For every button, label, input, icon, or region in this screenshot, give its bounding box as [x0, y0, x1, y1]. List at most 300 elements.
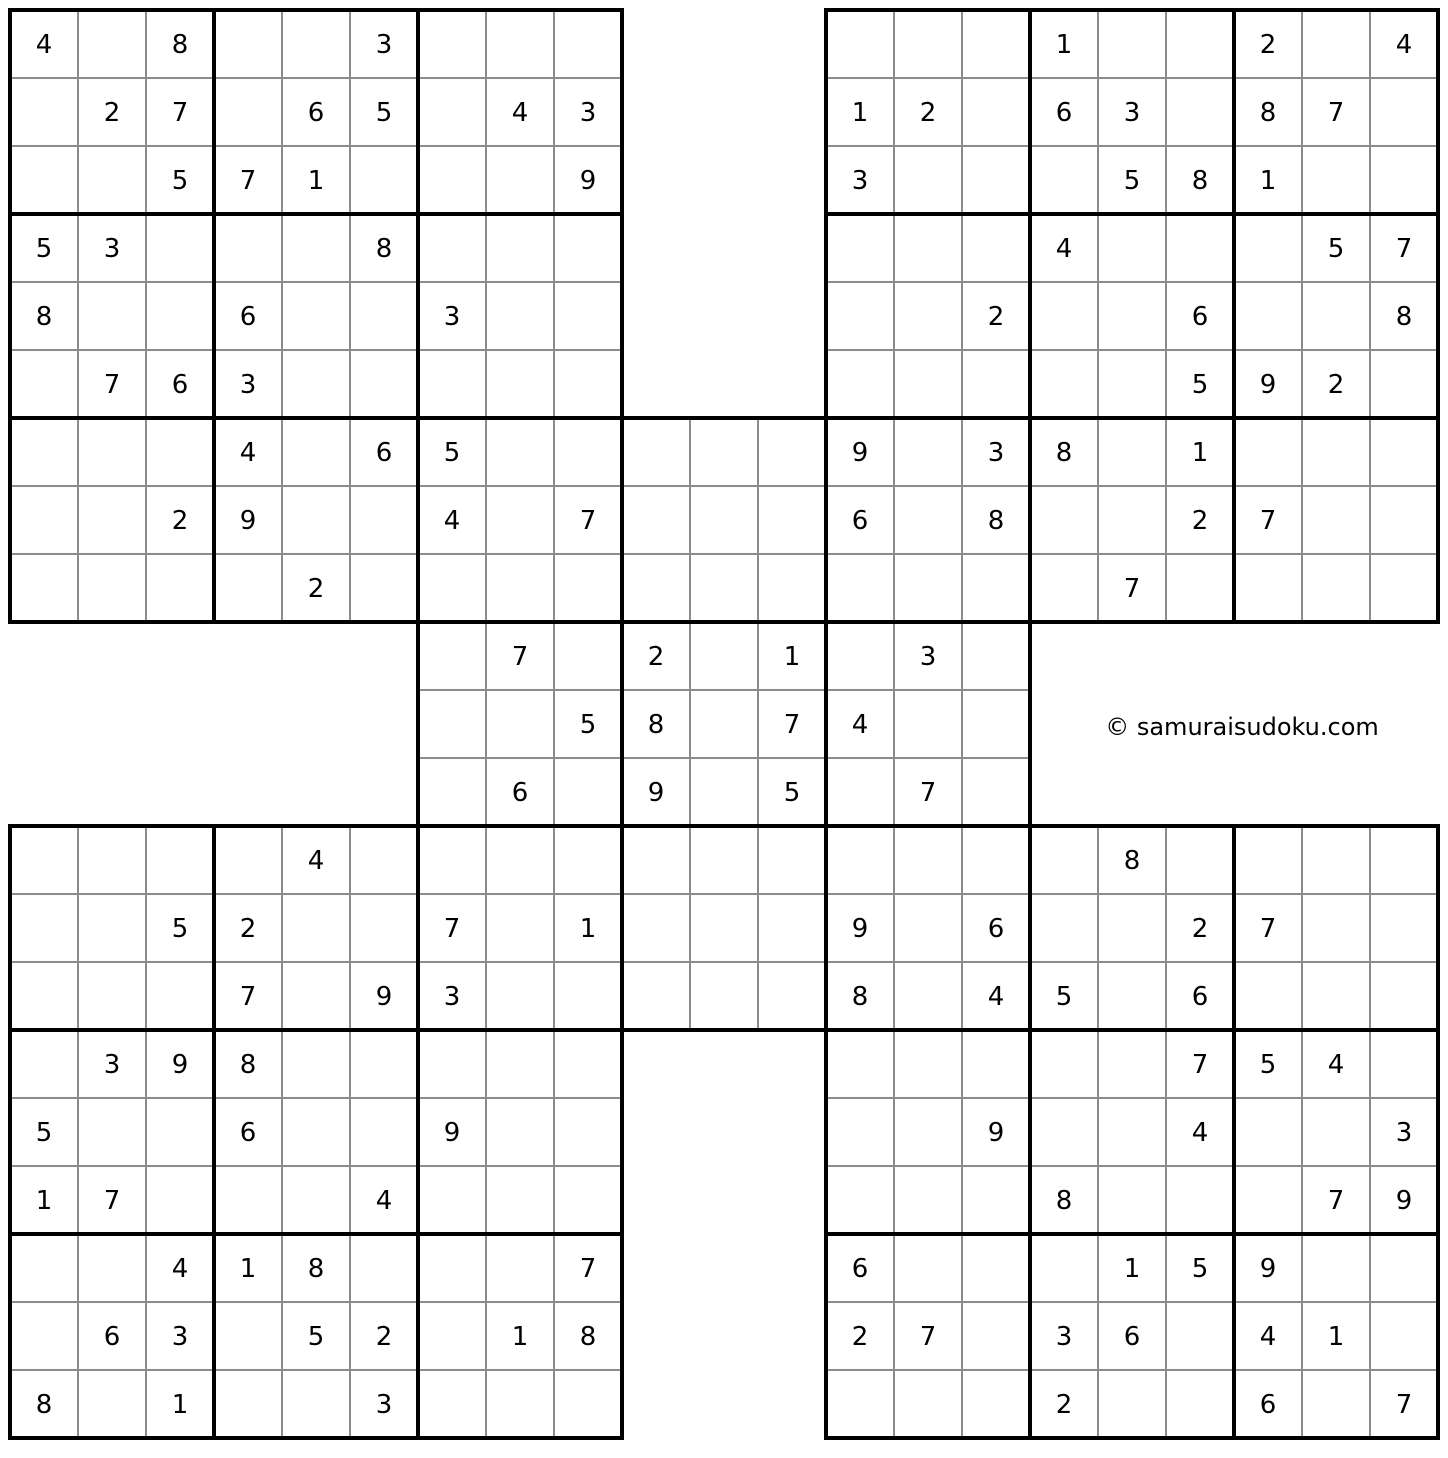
- cell[interactable]: [622, 418, 690, 486]
- cell[interactable]: [10, 1030, 78, 1098]
- cell[interactable]: [214, 554, 282, 622]
- cell[interactable]: [554, 826, 622, 894]
- given-digit: 5: [375, 98, 393, 128]
- cell[interactable]: [554, 1030, 622, 1098]
- cell[interactable]: [214, 10, 282, 78]
- cell[interactable]: [214, 1166, 282, 1234]
- given-digit: 3: [375, 1390, 393, 1420]
- cell[interactable]: [78, 1234, 146, 1302]
- given-digit: 8: [307, 1254, 325, 1284]
- cell[interactable]: [486, 214, 554, 282]
- cell[interactable]: [1030, 554, 1098, 622]
- cell[interactable]: [1302, 554, 1370, 622]
- cell[interactable]: [486, 962, 554, 1030]
- cell[interactable]: [350, 1030, 418, 1098]
- cell[interactable]: [894, 554, 962, 622]
- given-digit: 2: [171, 506, 189, 536]
- cell[interactable]: [78, 418, 146, 486]
- cell[interactable]: [78, 1098, 146, 1166]
- cell[interactable]: [554, 554, 622, 622]
- given-digit: 9: [1395, 1186, 1413, 1216]
- given-digit: 3: [171, 1322, 189, 1352]
- cell[interactable]: [554, 1098, 622, 1166]
- cell[interactable]: [962, 146, 1030, 214]
- cell[interactable]: [894, 1234, 962, 1302]
- cell[interactable]: [690, 826, 758, 894]
- given-digit: 6: [851, 506, 869, 536]
- given-digit: 3: [103, 1050, 121, 1080]
- cell[interactable]: [78, 894, 146, 962]
- cell[interactable]: [1370, 554, 1438, 622]
- given-digit: 7: [511, 642, 529, 672]
- cell[interactable]: [1370, 1234, 1438, 1302]
- cell[interactable]: [10, 418, 78, 486]
- cell[interactable]: [214, 1370, 282, 1438]
- cell[interactable]: [10, 146, 78, 214]
- cell[interactable]: [1370, 894, 1438, 962]
- cell[interactable]: [10, 1234, 78, 1302]
- cell[interactable]: [282, 282, 350, 350]
- cell[interactable]: [894, 962, 962, 1030]
- cell[interactable]: [826, 1030, 894, 1098]
- cell[interactable]: [554, 10, 622, 78]
- given-digit: 8: [1259, 98, 1277, 128]
- cell[interactable]: [1030, 350, 1098, 418]
- cell[interactable]: [894, 10, 962, 78]
- cell[interactable]: [962, 1234, 1030, 1302]
- cell[interactable]: [1234, 1098, 1302, 1166]
- cell[interactable]: [486, 350, 554, 418]
- given-digit: 4: [1191, 1118, 1209, 1148]
- cell[interactable]: [350, 1098, 418, 1166]
- cell[interactable]: [486, 146, 554, 214]
- cell[interactable]: [962, 554, 1030, 622]
- cell[interactable]: [486, 10, 554, 78]
- cell[interactable]: [10, 78, 78, 146]
- cell[interactable]: [1166, 554, 1234, 622]
- cell[interactable]: [1098, 282, 1166, 350]
- cell[interactable]: [1166, 1166, 1234, 1234]
- cell[interactable]: [350, 350, 418, 418]
- given-digit: 7: [443, 914, 461, 944]
- given-digit: 9: [375, 982, 393, 1012]
- cell[interactable]: [1030, 146, 1098, 214]
- cell[interactable]: [350, 486, 418, 554]
- cell[interactable]: [146, 1166, 214, 1234]
- cell[interactable]: [350, 1234, 418, 1302]
- given-digit: 2: [239, 914, 257, 944]
- cell[interactable]: [1302, 146, 1370, 214]
- cell[interactable]: [418, 1030, 486, 1098]
- given-digit: 7: [1123, 574, 1141, 604]
- cell[interactable]: [10, 826, 78, 894]
- cell[interactable]: [1302, 1098, 1370, 1166]
- cell[interactable]: [894, 282, 962, 350]
- cell[interactable]: [1098, 1370, 1166, 1438]
- cell[interactable]: [486, 1098, 554, 1166]
- cell[interactable]: [1302, 1234, 1370, 1302]
- cell[interactable]: [826, 554, 894, 622]
- cell[interactable]: [622, 826, 690, 894]
- cell[interactable]: [486, 486, 554, 554]
- given-digit: 6: [239, 302, 257, 332]
- cell[interactable]: [1098, 962, 1166, 1030]
- cell[interactable]: [486, 554, 554, 622]
- given-digit: 9: [851, 438, 869, 468]
- cell[interactable]: [146, 962, 214, 1030]
- copyright-credit: © samuraisudoku.com: [1105, 713, 1379, 741]
- cell[interactable]: [486, 826, 554, 894]
- cell[interactable]: [418, 554, 486, 622]
- cell[interactable]: [418, 1302, 486, 1370]
- cell[interactable]: [1098, 1098, 1166, 1166]
- cell[interactable]: [690, 554, 758, 622]
- cell[interactable]: [554, 1166, 622, 1234]
- given-digit: 3: [443, 302, 461, 332]
- given-digit: 7: [1259, 506, 1277, 536]
- cell[interactable]: [1098, 350, 1166, 418]
- cell[interactable]: [350, 282, 418, 350]
- cell[interactable]: [486, 1166, 554, 1234]
- cell[interactable]: [758, 826, 826, 894]
- given-digit: 1: [511, 1322, 529, 1352]
- cell[interactable]: [1030, 1098, 1098, 1166]
- cell[interactable]: [690, 622, 758, 690]
- cell[interactable]: [418, 214, 486, 282]
- cell[interactable]: [78, 486, 146, 554]
- cell[interactable]: [418, 1166, 486, 1234]
- given-digit: 7: [1259, 914, 1277, 944]
- cell[interactable]: [282, 214, 350, 282]
- given-digit: 5: [783, 778, 801, 808]
- cell[interactable]: [1370, 146, 1438, 214]
- cell[interactable]: [894, 690, 962, 758]
- cell[interactable]: [1370, 1030, 1438, 1098]
- given-digit: 1: [35, 1186, 53, 1216]
- cell[interactable]: [418, 758, 486, 826]
- cell[interactable]: [1302, 962, 1370, 1030]
- cell[interactable]: [554, 962, 622, 1030]
- cell[interactable]: [622, 554, 690, 622]
- given-digit: 2: [919, 98, 937, 128]
- given-digit: 8: [1395, 302, 1413, 332]
- given-digit: 2: [307, 574, 325, 604]
- cell[interactable]: [758, 418, 826, 486]
- cell[interactable]: [622, 962, 690, 1030]
- cell[interactable]: [554, 214, 622, 282]
- cell[interactable]: [486, 1370, 554, 1438]
- cell[interactable]: [554, 282, 622, 350]
- cell[interactable]: [1098, 214, 1166, 282]
- cell[interactable]: [486, 1030, 554, 1098]
- cell[interactable]: [418, 622, 486, 690]
- cell[interactable]: [1030, 1234, 1098, 1302]
- given-digit: 4: [239, 438, 257, 468]
- cell[interactable]: [1098, 1030, 1166, 1098]
- cell[interactable]: [1098, 486, 1166, 554]
- cell[interactable]: [10, 350, 78, 418]
- cell[interactable]: [962, 350, 1030, 418]
- given-digit: 5: [35, 234, 53, 264]
- cell[interactable]: [1234, 826, 1302, 894]
- cell[interactable]: [78, 826, 146, 894]
- cell[interactable]: [690, 690, 758, 758]
- cell[interactable]: [10, 962, 78, 1030]
- cell[interactable]: [1302, 826, 1370, 894]
- cell[interactable]: [1370, 350, 1438, 418]
- cell[interactable]: [962, 214, 1030, 282]
- given-digit: 8: [1191, 166, 1209, 196]
- cell[interactable]: [1098, 418, 1166, 486]
- cell[interactable]: [1370, 1302, 1438, 1370]
- cell[interactable]: [486, 282, 554, 350]
- given-digit: 1: [1327, 1322, 1345, 1352]
- cell[interactable]: [1166, 214, 1234, 282]
- cell[interactable]: [282, 1098, 350, 1166]
- cell[interactable]: [10, 554, 78, 622]
- cell[interactable]: [282, 1370, 350, 1438]
- cell[interactable]: [690, 962, 758, 1030]
- cell[interactable]: [554, 758, 622, 826]
- cell[interactable]: [1302, 486, 1370, 554]
- given-digit: 4: [1327, 1050, 1345, 1080]
- cell[interactable]: [486, 690, 554, 758]
- cell[interactable]: [894, 894, 962, 962]
- given-digit: 9: [171, 1050, 189, 1080]
- cell[interactable]: [554, 622, 622, 690]
- given-digit: 8: [239, 1050, 257, 1080]
- cell[interactable]: [10, 894, 78, 962]
- cell[interactable]: [282, 1166, 350, 1234]
- cell[interactable]: [146, 282, 214, 350]
- cell[interactable]: [78, 962, 146, 1030]
- cell[interactable]: [894, 214, 962, 282]
- cell[interactable]: [1098, 10, 1166, 78]
- cell[interactable]: [350, 146, 418, 214]
- given-digit: 4: [375, 1186, 393, 1216]
- cell[interactable]: [1234, 418, 1302, 486]
- cell[interactable]: [1098, 1166, 1166, 1234]
- cell[interactable]: [1302, 894, 1370, 962]
- given-digit: 6: [1123, 1322, 1141, 1352]
- cell[interactable]: [962, 758, 1030, 826]
- given-digit: 8: [35, 1390, 53, 1420]
- cell[interactable]: [418, 10, 486, 78]
- cell[interactable]: [282, 350, 350, 418]
- given-digit: 3: [103, 234, 121, 264]
- cell[interactable]: [758, 486, 826, 554]
- cell[interactable]: [894, 350, 962, 418]
- cell[interactable]: [78, 554, 146, 622]
- given-digit: 8: [171, 30, 189, 60]
- cell[interactable]: [1166, 1370, 1234, 1438]
- cell[interactable]: [1166, 826, 1234, 894]
- cell[interactable]: [826, 758, 894, 826]
- given-digit: 1: [1259, 166, 1277, 196]
- cell[interactable]: [10, 1302, 78, 1370]
- cell[interactable]: [350, 554, 418, 622]
- cell[interactable]: [214, 826, 282, 894]
- cell[interactable]: [894, 146, 962, 214]
- cell[interactable]: [1370, 418, 1438, 486]
- cell[interactable]: [894, 826, 962, 894]
- cell[interactable]: [622, 894, 690, 962]
- cell[interactable]: [1302, 10, 1370, 78]
- given-digit: 1: [171, 1390, 189, 1420]
- cell[interactable]: [962, 1030, 1030, 1098]
- cell[interactable]: [826, 1098, 894, 1166]
- cell[interactable]: [894, 1166, 962, 1234]
- given-digit: 4: [171, 1254, 189, 1284]
- given-digit: 9: [987, 1118, 1005, 1148]
- cell[interactable]: [214, 1302, 282, 1370]
- cell[interactable]: [1098, 894, 1166, 962]
- cell[interactable]: [690, 758, 758, 826]
- cell[interactable]: [282, 486, 350, 554]
- cell[interactable]: [1030, 826, 1098, 894]
- cell[interactable]: [622, 486, 690, 554]
- cell[interactable]: [1166, 1302, 1234, 1370]
- given-digit: 7: [1191, 1050, 1209, 1080]
- cell[interactable]: [826, 214, 894, 282]
- given-digit: 8: [1055, 1186, 1073, 1216]
- cell[interactable]: [962, 1370, 1030, 1438]
- given-digit: 9: [579, 166, 597, 196]
- cell[interactable]: [418, 350, 486, 418]
- cell[interactable]: [1370, 826, 1438, 894]
- cell[interactable]: [1234, 554, 1302, 622]
- given-digit: 7: [919, 778, 937, 808]
- cell[interactable]: [146, 214, 214, 282]
- cell[interactable]: [350, 894, 418, 962]
- cell[interactable]: [1370, 78, 1438, 146]
- cell[interactable]: [1370, 962, 1438, 1030]
- cell[interactable]: [894, 1370, 962, 1438]
- given-digit: 2: [647, 642, 665, 672]
- cell[interactable]: [418, 78, 486, 146]
- cell[interactable]: [894, 1030, 962, 1098]
- cell[interactable]: [1030, 1030, 1098, 1098]
- cell[interactable]: [826, 826, 894, 894]
- cell[interactable]: [690, 486, 758, 554]
- cell[interactable]: [894, 418, 962, 486]
- cell[interactable]: [1234, 282, 1302, 350]
- cell[interactable]: [78, 146, 146, 214]
- cell[interactable]: [826, 1166, 894, 1234]
- cell[interactable]: [1302, 1370, 1370, 1438]
- cell[interactable]: [554, 350, 622, 418]
- cell[interactable]: [418, 1370, 486, 1438]
- cell[interactable]: [78, 282, 146, 350]
- given-digit: 4: [35, 30, 53, 60]
- given-digit: 5: [1259, 1050, 1277, 1080]
- cell[interactable]: [826, 1370, 894, 1438]
- cell[interactable]: [418, 146, 486, 214]
- cell[interactable]: [962, 1302, 1030, 1370]
- cell[interactable]: [826, 350, 894, 418]
- given-digit: 1: [1055, 30, 1073, 60]
- given-digit: 7: [239, 982, 257, 1012]
- cell[interactable]: [486, 418, 554, 486]
- cell[interactable]: [1166, 78, 1234, 146]
- given-digit: 5: [579, 710, 597, 740]
- cell[interactable]: [486, 894, 554, 962]
- cell[interactable]: [758, 554, 826, 622]
- cell[interactable]: [78, 1370, 146, 1438]
- given-digit: 5: [1055, 982, 1073, 1012]
- cell[interactable]: [894, 1098, 962, 1166]
- cell[interactable]: [1030, 282, 1098, 350]
- cell[interactable]: [758, 962, 826, 1030]
- cell[interactable]: [282, 418, 350, 486]
- given-digit: 6: [239, 1118, 257, 1148]
- cell[interactable]: [554, 1370, 622, 1438]
- cell[interactable]: [146, 1098, 214, 1166]
- cell[interactable]: [486, 1234, 554, 1302]
- cell[interactable]: [962, 622, 1030, 690]
- cell[interactable]: [350, 826, 418, 894]
- cell[interactable]: [146, 418, 214, 486]
- cell[interactable]: [690, 894, 758, 962]
- cell[interactable]: [1234, 962, 1302, 1030]
- cell[interactable]: [1030, 894, 1098, 962]
- given-digit: 9: [1259, 1254, 1277, 1284]
- given-digit: 5: [443, 438, 461, 468]
- cell[interactable]: [1234, 214, 1302, 282]
- cell[interactable]: [894, 486, 962, 554]
- cell[interactable]: [282, 894, 350, 962]
- given-digit: 2: [1055, 1390, 1073, 1420]
- cell[interactable]: [1166, 10, 1234, 78]
- cell[interactable]: [1302, 282, 1370, 350]
- cell[interactable]: [758, 894, 826, 962]
- given-digit: 9: [443, 1118, 461, 1148]
- cell[interactable]: [282, 1030, 350, 1098]
- cell[interactable]: [962, 1166, 1030, 1234]
- cell[interactable]: [78, 10, 146, 78]
- cell[interactable]: [418, 826, 486, 894]
- given-digit: 2: [851, 1322, 869, 1352]
- cell[interactable]: [214, 78, 282, 146]
- cell[interactable]: [826, 10, 894, 78]
- cell[interactable]: [418, 690, 486, 758]
- cell[interactable]: [146, 554, 214, 622]
- cell[interactable]: [962, 78, 1030, 146]
- cell[interactable]: [826, 282, 894, 350]
- cell[interactable]: [962, 690, 1030, 758]
- cell[interactable]: [690, 418, 758, 486]
- given-digit: 2: [375, 1322, 393, 1352]
- given-digit: 1: [783, 642, 801, 672]
- cell[interactable]: [146, 826, 214, 894]
- given-digit: 2: [1259, 30, 1277, 60]
- cell[interactable]: [1302, 418, 1370, 486]
- cell[interactable]: [826, 622, 894, 690]
- cell[interactable]: [10, 486, 78, 554]
- given-digit: 7: [103, 1186, 121, 1216]
- cell[interactable]: [282, 962, 350, 1030]
- cell[interactable]: [214, 214, 282, 282]
- cell[interactable]: [1030, 486, 1098, 554]
- cell[interactable]: [1370, 486, 1438, 554]
- cell[interactable]: [282, 10, 350, 78]
- cell[interactable]: [962, 10, 1030, 78]
- given-digit: 7: [919, 1322, 937, 1352]
- cell[interactable]: [418, 1234, 486, 1302]
- cell[interactable]: [554, 418, 622, 486]
- cell[interactable]: [962, 826, 1030, 894]
- cell[interactable]: [1234, 1166, 1302, 1234]
